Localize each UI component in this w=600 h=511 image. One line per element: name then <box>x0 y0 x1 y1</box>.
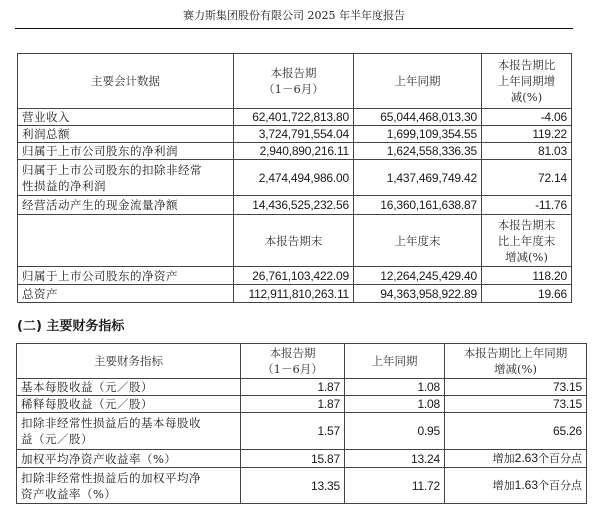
table-row <box>18 109 572 126</box>
header-text: 增减(%) <box>505 249 548 264</box>
current-value: 3,724,791,554.04 <box>234 126 354 143</box>
report-header <box>15 6 573 29</box>
row-label-line: 性损益的净利润 <box>22 178 106 193</box>
header-text: 上年同期增 <box>497 74 556 88</box>
header-text: 本报告期比 <box>497 58 556 72</box>
table-row <box>18 285 572 303</box>
table-row <box>18 160 572 196</box>
row-label: 稀释每股收益（元／股） <box>17 396 241 413</box>
header-text: 本报告期末 <box>497 217 556 232</box>
change-value: 65.26 <box>445 413 587 450</box>
row-label: 经营活动产生的现金流量净额 <box>18 196 234 215</box>
prior-value: 12,264,245,429.40 <box>354 267 482 285</box>
row-label: 加权平均净资产收益率（%） <box>17 450 241 468</box>
change-value: -4.06 <box>482 109 572 126</box>
change-value: 118.20 <box>482 267 572 285</box>
row-label: 总资产 <box>18 285 234 303</box>
subheader-empty <box>18 215 234 267</box>
prior-value: 1,437,469,749.42 <box>354 160 482 196</box>
change-number: 2.63 <box>514 451 538 465</box>
change-suffix: 个百分点 <box>538 452 582 465</box>
prior-value: 1.08 <box>345 379 445 396</box>
current-value: 112,911,810,263.11 <box>234 285 354 303</box>
report-title: 赛力斯集团股份有限公司 2025 年半年度报告 <box>183 9 405 22</box>
section-title: (二) 主要财务指标 <box>17 319 125 334</box>
row-label <box>17 468 241 504</box>
table-row <box>17 396 587 413</box>
row-label: 基本每股收益（元／股） <box>17 379 241 396</box>
prior-value: 16,360,161,638.87 <box>354 196 482 215</box>
header-text: 增减(%) <box>494 362 537 376</box>
subheader-change <box>482 215 572 267</box>
header-text: 比上年度末 <box>497 233 556 248</box>
header-text: 减(%) <box>510 90 543 104</box>
subheader-period-end: 本报告期末 <box>234 215 354 267</box>
current-value: 62,401,722,813.80 <box>234 109 354 126</box>
change-prefix: 增加 <box>492 479 515 492</box>
row-label <box>17 413 241 450</box>
col-header-indicator: 主要财务指标 <box>17 344 241 379</box>
col-header-item <box>18 54 234 109</box>
table-row <box>18 267 572 285</box>
prior-value: 13.24 <box>345 450 445 468</box>
subheader-prior-year-end: 上年度末 <box>354 215 482 267</box>
change-value: 81.03 <box>482 143 572 160</box>
header-text: 上年同期 <box>394 74 441 88</box>
change-value: 72.14 <box>482 160 572 196</box>
header-text: 本报告期比上年同期 <box>463 346 568 360</box>
prior-value: 0.95 <box>345 413 445 450</box>
table-row <box>18 126 572 143</box>
change-value: 73.15 <box>445 379 587 396</box>
change-value: -11.76 <box>482 196 572 215</box>
col-header-change <box>482 54 572 109</box>
change-value: 119.22 <box>482 126 572 143</box>
change-value <box>445 468 587 504</box>
row-label <box>18 160 234 196</box>
change-value: 19.66 <box>482 285 572 303</box>
col-header-change <box>445 344 587 379</box>
row-label-line: 扣除非经常性损益后的加权平均净 <box>21 470 201 485</box>
change-number: 1.63 <box>514 478 538 492</box>
financial-indicators-table <box>16 343 587 504</box>
col-header-prior-period: 上年同期 <box>345 344 445 379</box>
header-text: 本报告期 <box>269 346 316 360</box>
change-suffix: 个百分点 <box>538 479 582 492</box>
row-label-line: 归属于上市公司股东的扣除非经常 <box>22 162 202 177</box>
row-label-line: 益（元／股） <box>21 432 93 446</box>
table-row <box>17 468 587 504</box>
current-value: 26,761,103,422.09 <box>234 267 354 285</box>
row-label-line: 扣除非经常性损益后的基本每股收 <box>21 416 201 430</box>
table-row <box>17 413 587 450</box>
current-value: 1.87 <box>241 379 345 396</box>
prior-value: 1,699,109,354.55 <box>354 126 482 143</box>
col-header-current-period <box>241 344 345 379</box>
prior-value: 1,624,558,336.35 <box>354 143 482 160</box>
table-subheader-row <box>18 215 572 267</box>
row-label: 利润总额 <box>18 126 234 143</box>
col-header-prior-period <box>354 54 482 109</box>
header-text: 本报告期 <box>270 66 317 80</box>
current-value: 15.87 <box>241 450 345 468</box>
row-label: 归属于上市公司股东的净利润 <box>18 143 234 160</box>
main-accounting-data-table <box>17 53 572 303</box>
change-value <box>445 450 587 468</box>
row-label: 营业收入 <box>18 109 234 126</box>
prior-value: 1.08 <box>345 396 445 413</box>
header-text: （1－6月） <box>263 82 324 96</box>
header-text: （1－6月） <box>262 362 323 376</box>
header-text: 主要会计数据 <box>91 74 160 88</box>
table-header-row <box>18 54 572 109</box>
row-label: 归属于上市公司股东的净资产 <box>18 267 234 285</box>
current-value: 1.57 <box>241 413 345 450</box>
table-header-row <box>17 344 587 379</box>
table-row <box>17 379 587 396</box>
row-label-line: 资产收益率（%） <box>21 486 117 501</box>
table-row <box>17 450 587 468</box>
current-value: 1.87 <box>241 396 345 413</box>
current-value: 13.35 <box>241 468 345 504</box>
table-row <box>18 196 572 215</box>
prior-value: 11.72 <box>345 468 445 504</box>
prior-value: 65,044,468,013.30 <box>354 109 482 126</box>
prior-value: 94,363,958,922.89 <box>354 285 482 303</box>
change-prefix: 增加 <box>492 452 515 465</box>
current-value: 2,474,494,986.00 <box>234 160 354 196</box>
current-value: 2,940,890,216.11 <box>234 143 354 160</box>
change-value: 73.15 <box>445 396 587 413</box>
table-row <box>18 143 572 160</box>
current-value: 14,436,525,232.56 <box>234 196 354 215</box>
col-header-current-period <box>234 54 354 109</box>
